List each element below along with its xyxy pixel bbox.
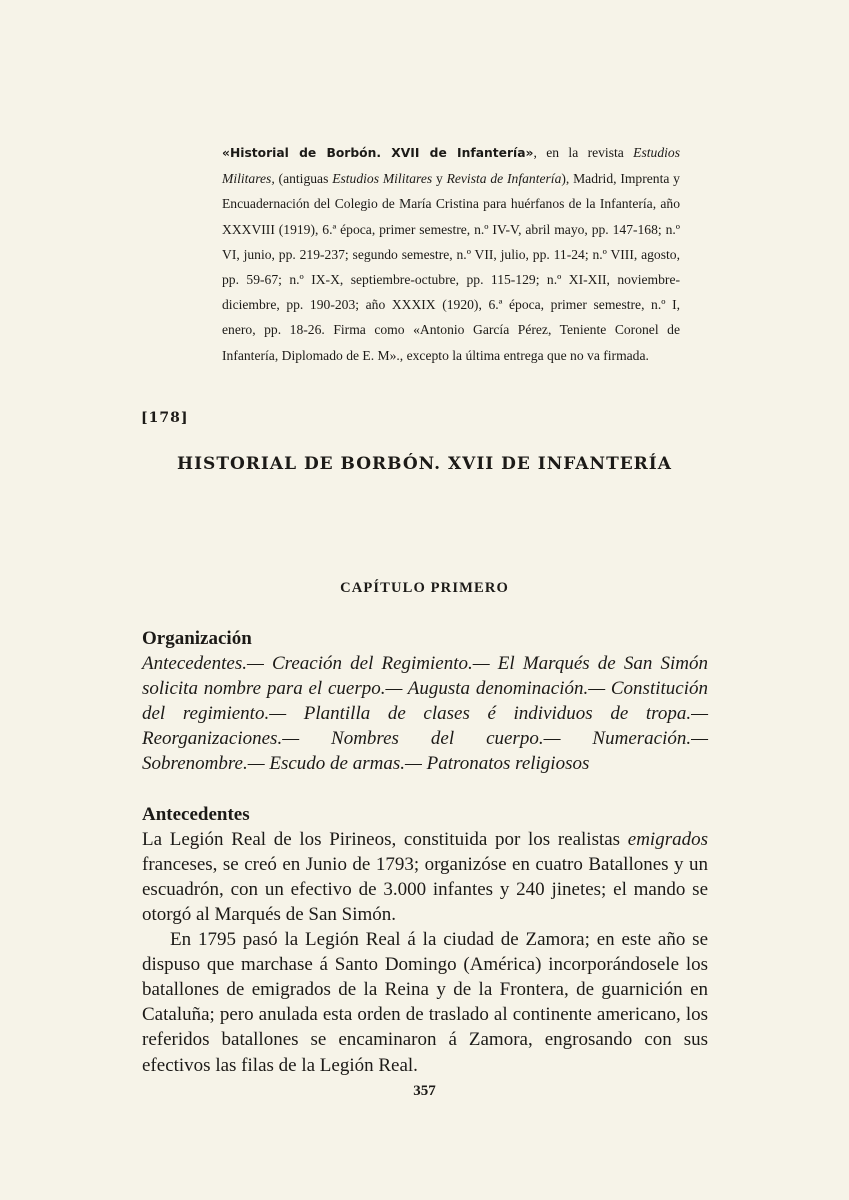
paragraph-text: La Legión Real de los Pirineos, constituida por los realistas — [142, 828, 628, 850]
paragraph-1 — [142, 827, 708, 927]
spacer — [142, 777, 708, 802]
emphasis: emigrados — [627, 828, 708, 850]
page-number: 357 — [413, 1083, 436, 1099]
page-title: HISTORIAL DE BORBÓN. XVII DE INFANTERÍA — [177, 454, 672, 474]
bibliographic-note — [222, 140, 680, 368]
biblio-text: y — [432, 171, 447, 187]
journal-name: Estudios Militares, — [222, 145, 680, 187]
journal-name-former: Revista de Infantería — [446, 171, 562, 187]
biblio-text: (antiguas — [274, 171, 333, 187]
section-heading-antecedentes: Antecedentes — [142, 803, 250, 825]
paragraph-text: franceses, se creó en Junio de 1793; organizóse en cuatro Batallones y un escuadrón, con un efectivo de 3.000 infantes y 240 jinetes; el mando se otorgó al Marqués de San Simón. — [142, 853, 708, 925]
chapter-heading: CAPÍTULO PRIMERO — [340, 580, 509, 596]
journal-name-former: Estudios Militares — [332, 171, 433, 187]
section-summary: Antecedentes.— Creación del Regimiento.— El Marqués de San Simón solicita nombre para el cuerpo.— Augusta denominación.— Constitución del regimiento.— Plantilla de clases é individuos de tropa.— Reorganizaciones.— Nombres del cuerpo.— Numeración.— Sobrenombre.— Escudo de armas.— Patronatos religiosos — [142, 653, 708, 775]
biblio-text: ), Madrid, Imprenta y Encuadernación del Colegio de María Cristina para huérfanos de la Infantería, año XXXVIII (1919), 6.ª época, primer semestre, n.º IV-V, abril mayo, pp. 147-168; n.º VI, junio, pp. 219-237; segundo semestre, n.º VII, julio, pp. 11-24; n.º VIII, agosto, pp. 59-67; n.º IX-X, septiembre-octubre, pp. 115-129; n.º XI-XII, noviembre-diciembre, pp. 190-203; año XXXIX (1920), 6.ª época, primer semestre, n.º I, enero, pp. 18-26. Firma como «Antonio García Pérez, Teniente Coronel de Infantería, Diplomado de E. M»., excepto la última entrega que no va firmada. — [222, 171, 680, 363]
biblio-text: , en la revista — [533, 145, 634, 160]
body-text — [142, 626, 708, 1078]
reference-number: [178] — [141, 410, 189, 426]
article-title: «Historial de Borbón. XVII de Infantería» — [222, 146, 534, 160]
bibliographic-paragraph — [222, 140, 680, 368]
paragraph-2: En 1795 pasó la Legión Real á la ciudad de Zamora; en este año se dispuso que marchase á Santo Domingo (América) incorporándosele los batallones de emigrados de la Reina y de la Frontera, de guarnición en Cataluña; pero anulada esta orden de traslado al continente americano, los referidos batallones se encaminaron á Zamora, engrosando con sus efectivos las filas de la Legión Real. — [142, 929, 708, 1076]
section-heading-organizacion: Organización — [142, 628, 252, 649]
